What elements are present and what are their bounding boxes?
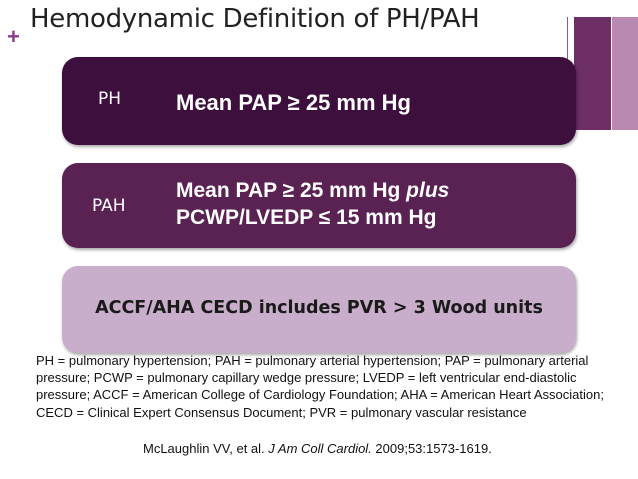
accent-block-dark xyxy=(574,17,611,130)
citation-rest: 2009;53:1573-1619. xyxy=(371,441,492,456)
plus-icon: + xyxy=(7,24,20,49)
pvr-criterion-text: ACCF/AHA CECD includes PVR > 3 Wood units xyxy=(95,298,543,318)
pah-definition-line1-main: Mean PAP ≥ 25 mm Hg xyxy=(176,179,407,202)
ph-definition: Mean PAP ≥ 25 mm Hg xyxy=(176,90,411,115)
ph-label: PH xyxy=(98,89,122,109)
citation-authors: McLaughlin VV, et al. xyxy=(143,441,269,456)
abbreviations-footnote: PH = pulmonary hypertension; PAH = pulmonary arterial hypertension; PAP = pulmonary arterial pressure; PCWP = pulmonary capillary wedge pressure; LVEDP = left ventricular end-diastolic pressure; ACCF = American College of Cardiology Foundation; AHA = American Heart Association; CECD = Clinical Expert Consensus Document; PVR = pulmonary vascular resistance xyxy=(36,353,604,420)
slide-title: Hemodynamic Definition of PH/PAH xyxy=(30,4,480,34)
citation-journal: J Am Coll Cardiol. xyxy=(268,441,372,456)
citation xyxy=(143,440,513,458)
pah-label: PAH xyxy=(92,196,126,216)
pah-definition-plus: plus xyxy=(406,179,450,202)
accent-block-light xyxy=(612,17,638,130)
pah-definition-line2: PCWP/LVEDP ≤ 15 mm Hg xyxy=(176,206,437,229)
pah-definition-line1 xyxy=(176,178,449,203)
